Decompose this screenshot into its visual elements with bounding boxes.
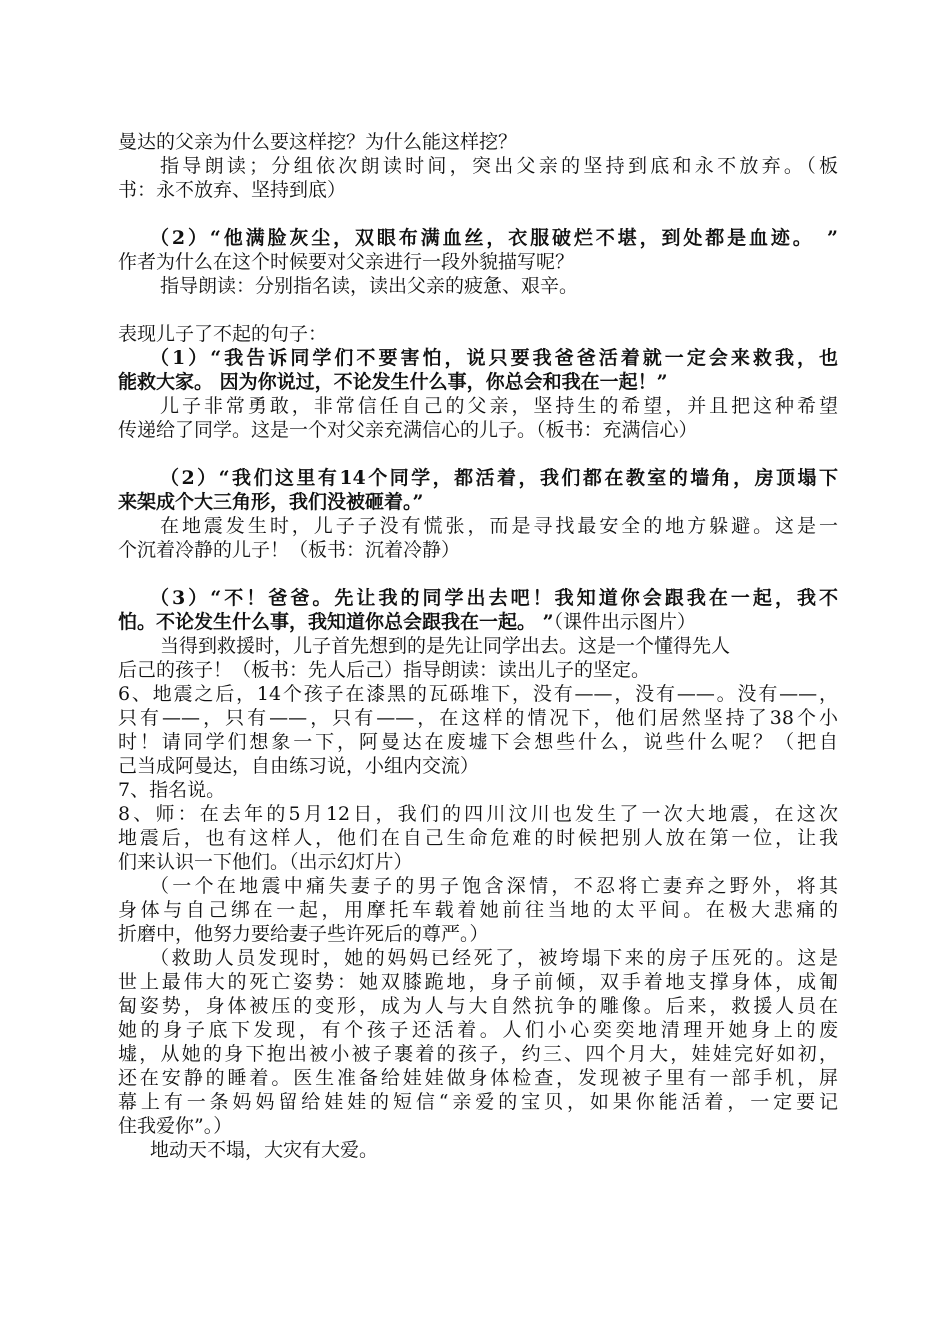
text-line: 作者为什么在这个时候要对父亲进行一段外貌描写呢？ [118, 251, 575, 273]
text-line: 幕上有一条妈妈留给娃娃的短信“亲爱的宝贝，如果你能活着，一定要记 [118, 1091, 838, 1113]
text-line: 墟，从她的身下抱出被小被子裹着的孩子，约三、四个月大，娃娃完好如初， [118, 1043, 838, 1065]
text-line: 她的身子底下发现，有个孩子还活着。人们小心奕奕地清理开她身上的废 [118, 1019, 838, 1041]
text-line: 世上最伟大的死亡姿势：她双膝跪地，身子前倾，双手着地支撑身体，成匍 [118, 971, 838, 993]
text-line: 匐姿势，身体被压的变形，成为人与大自然抗争的雕像。后来，救援人员在 [118, 995, 838, 1017]
text-line: （1）“我告诉同学们不要害怕，说只要我爸爸活着就一定会来救我，也 [150, 347, 838, 369]
text-line: 住我爱你”。） [118, 1115, 233, 1137]
text-line: 在地震发生时，儿子子没有慌张，而是寻找最安全的地方躲避。这是一 [160, 515, 838, 537]
text-line: 能救大家。 因为你说过，不论发生什么事，你总会和我在一起！” [118, 371, 668, 393]
text-line: 传递给了同学。这是一个对父亲充满信心的儿子。（板书：充满信心） [118, 419, 698, 441]
text-line: 折磨中，他努力要给妻子些许死后的尊严。） [118, 923, 489, 945]
text-line: 身体与自己绑在一起，用摩托车载着她前往当地的太平间。在极大悲痛的 [118, 899, 838, 921]
text-line: 时！请同学们想象一下，阿曼达在废墟下会想些什么，说些什么呢？（把自 [118, 731, 838, 753]
text-line: 只有——，只有——，只有——，在这样的情况下，他们居然坚持了38个小 [118, 707, 838, 729]
text-line: 个沉着冷静的儿子！（板书：沉着冷静） [118, 539, 461, 561]
text-line: 6、地震之后，14个孩子在漆黑的瓦砾堆下，没有——，没有——。没有——， [118, 683, 838, 705]
text-line: （2）“他满脸灰尘，双眼布满血丝，衣服破烂不堪，到处都是血迹。 ” [150, 227, 838, 249]
text-line: 地震后，也有这样人，他们在自己生命危难的时候把别人放在第一位，让我 [118, 827, 838, 849]
text-line [118, 610, 838, 634]
quote-text: 怕。不论发生什么事，我知道你总会跟我在一起。 ” [118, 611, 554, 633]
text-line: 后己的孩子！（板书：先人后己）指导朗读：读出儿子的坚定。 [118, 659, 651, 681]
text-line: 当得到救援时，儿子首先想到的是先让同学出去。这是一个懂得先人 [160, 635, 731, 657]
text-line: 指导朗读：分别指名读，读出父亲的疲惫、艰辛。 [160, 275, 579, 297]
text-line: （一个在地震中痛失妻子的男子饱含深情，不忍将亡妻弃之野外，将其 [150, 875, 838, 897]
text-line: 8、师：在去年的5月12日，我们的四川汶川也发生了一次大地震，在这次 [118, 803, 838, 825]
text-line: （救助人员发现时，她的妈妈已经死了，被垮塌下来的房子压死的。这是 [150, 947, 838, 969]
text-line: 们来认识一下他们。（出示幻灯片） [118, 851, 413, 873]
text-line: 己当成阿曼达，自由练习说，小组内交流） [118, 755, 480, 777]
text-line: （2）“我们这里有14个同学，都活着，我们都在教室的墙角，房顶塌下 [160, 467, 838, 489]
text-line: 来架成个大三角形，我们没被砸着。” [118, 491, 424, 513]
text-line: 儿子非常勇敢，非常信任自己的父亲，坚持生的希望，并且把这种希望 [160, 395, 838, 417]
note-text: （课件出示图片） [553, 611, 697, 633]
text-line: 7、指名说。 [118, 779, 226, 801]
text-line: 曼达的父亲为什么要这样挖？为什么能这样挖？ [118, 131, 518, 153]
section-heading: 表现儿子了不起的句子： [118, 323, 328, 345]
text-line: 指导朗读；分组依次朗读时间，突出父亲的坚持到底和永不放弃。（板 [160, 155, 838, 177]
closing-line: 地动天不塌，大灾有大爱。 [150, 1139, 379, 1161]
text-line: 还在安静的睡着。医生准备给娃娃做身体检查，发现被子里有一部手机，屏 [118, 1067, 838, 1089]
text-line: （3）“不！爸爸。先让我的同学出去吧！我知道你会跟我在一起，我不 [150, 587, 838, 609]
text-line: 书：永不放弃、坚持到底） [118, 179, 347, 201]
